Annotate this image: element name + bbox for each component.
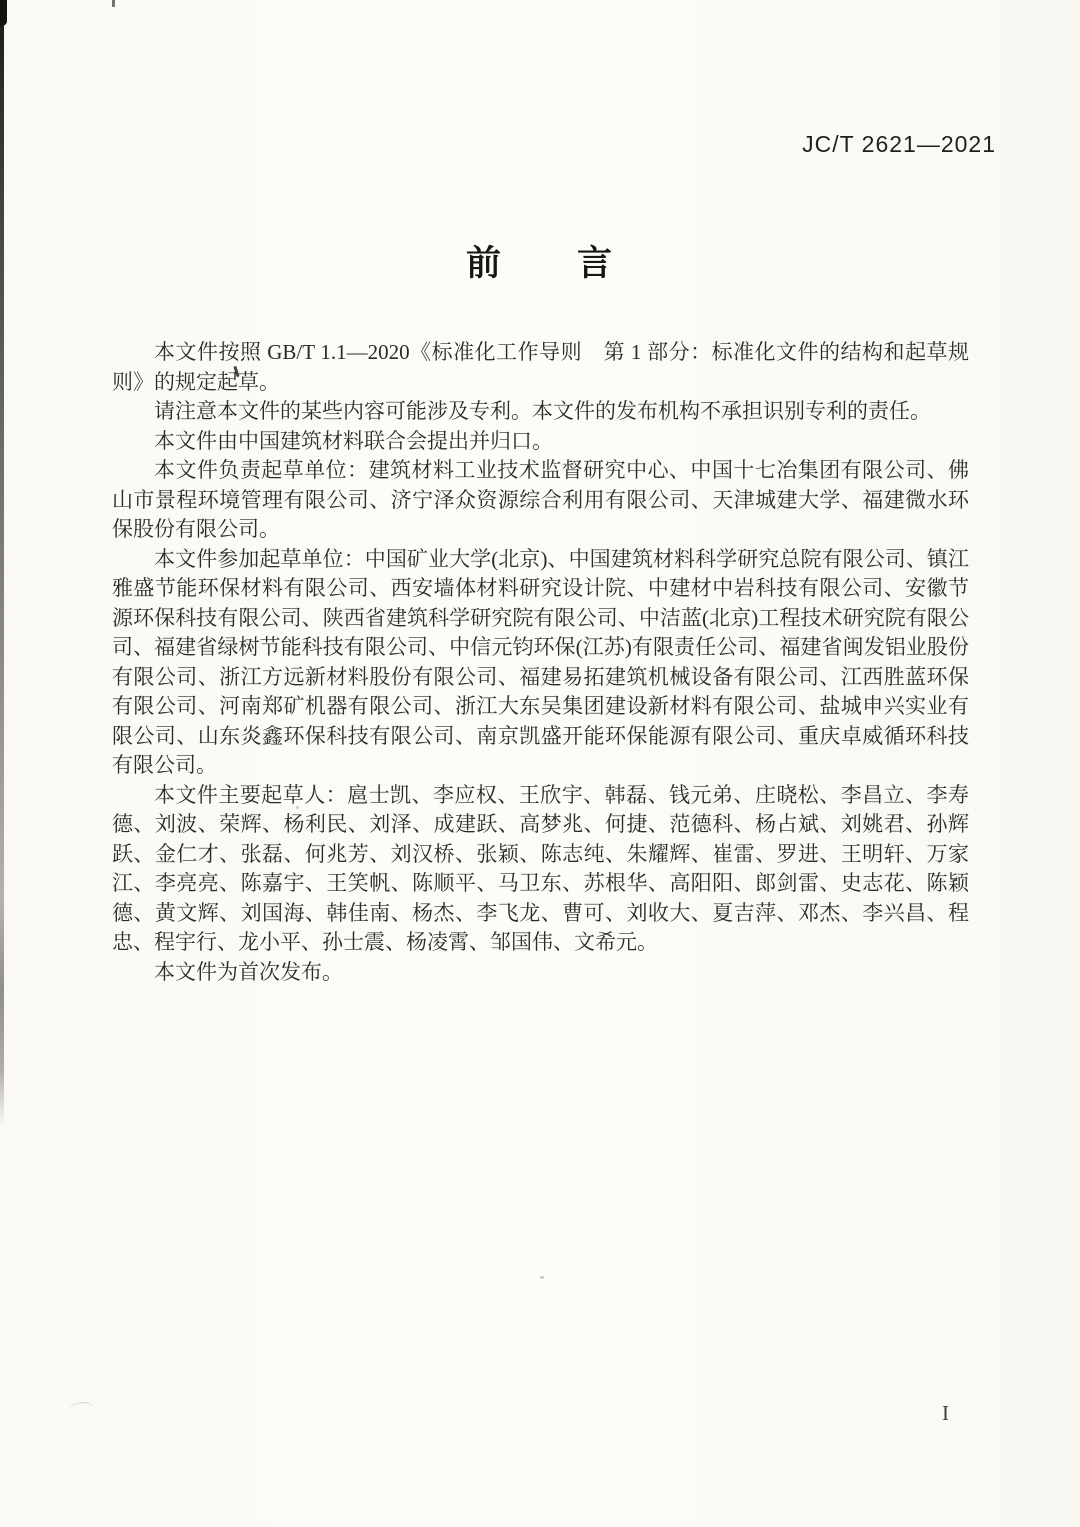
scan-artifact-speck <box>540 1276 544 1279</box>
paragraph-proposing-body: 本文件由中国建筑材料联合会提出并归口。 <box>154 428 553 453</box>
page-title-foreword: 前 言 <box>465 244 614 283</box>
paragraph-participating-drafting-units: 本文件参加起草单位：中国矿业大学(北京)、中国建筑材料科学研究总院有限公司、镇江雅盛节能环保材料有限公司、西安墙体材料研究设计院、中建材中岩科技有限公司、安徽节源环保科技有限公司、陕西省建筑科学研究院有限公司、中洁蓝(北京)工程技术研究院有限公司、福建省绿树节能科技有限公司、中信元钧环保(江苏)有限责任公司、福建省闽发铝业股份有限公司、浙江方远新材料股份有限公司、福建易拓建筑机械设备有限公司、江西胜蓝环保有限公司、河南郑矿机器有限公司、浙江大东吴集团建设新材料有限公司、盐城申兴实业有限公司、山东炎鑫环保科技有限公司、南京凯盛开能环保能源有限公司、重庆卓威循环科技有限公司。 <box>112 546 969 777</box>
paragraph-first-release: 本文件为首次发布。 <box>154 959 343 984</box>
scan-artifact-left-edge-line <box>0 0 4 1125</box>
foreword-body <box>112 338 969 987</box>
paragraph-responsible-drafting-units: 本文件负责起草单位：建筑材料工业技术监督研究中心、中国十七冶集团有限公司、佛山市景程环境管理有限公司、济宁泽众资源综合利用有限公司、天津城建大学、福建微水环保股份有限公司。 <box>112 458 969 541</box>
paragraph-main-drafters: 本文件主要起草人：扈士凯、李应权、王欣宇、韩磊、钱元弟、庄晓松、李昌立、李寿德、刘波、荣辉、杨利民、刘泽、成建跃、高梦兆、何捷、范德科、杨占斌、刘姚君、孙辉跃、金仁才、张磊、何兆芳、刘汉桥、张颖、陈志纯、朱耀辉、崔雷、罗进、王明轩、万家江、李亮亮、陈嘉宇、王笑帆、陈顺平、马卫东、苏根华、高阳阳、郎剑雷、史志花、陈颖德、黄文辉、刘国海、韩佳南、杨杰、李飞龙、曹可、刘收大、夏吉萍、邓杰、李兴昌、程忠、程宇行、龙小平、孙士震、杨凌霄、邹国伟、文希元。 <box>112 782 969 954</box>
scan-artifact-top-tick <box>112 0 115 7</box>
page-number: I <box>942 1401 949 1425</box>
standard-code-header: JC/T 2621—2021 <box>802 131 996 157</box>
paragraph-patent-notice: 请注意本文件的某些内容可能涉及专利。本文件的发布机构不承担识别专利的责任。 <box>154 399 931 423</box>
paragraph-drafting-basis: 本文件按照 GB/T 1.1—2020《标准化工作导则 第 1 部分：标准化文件的结构和起草规则》的规定起草。 <box>112 340 969 394</box>
scan-artifact-top-left-corner <box>0 0 7 26</box>
scan-artifact-speck <box>68 1402 94 1413</box>
